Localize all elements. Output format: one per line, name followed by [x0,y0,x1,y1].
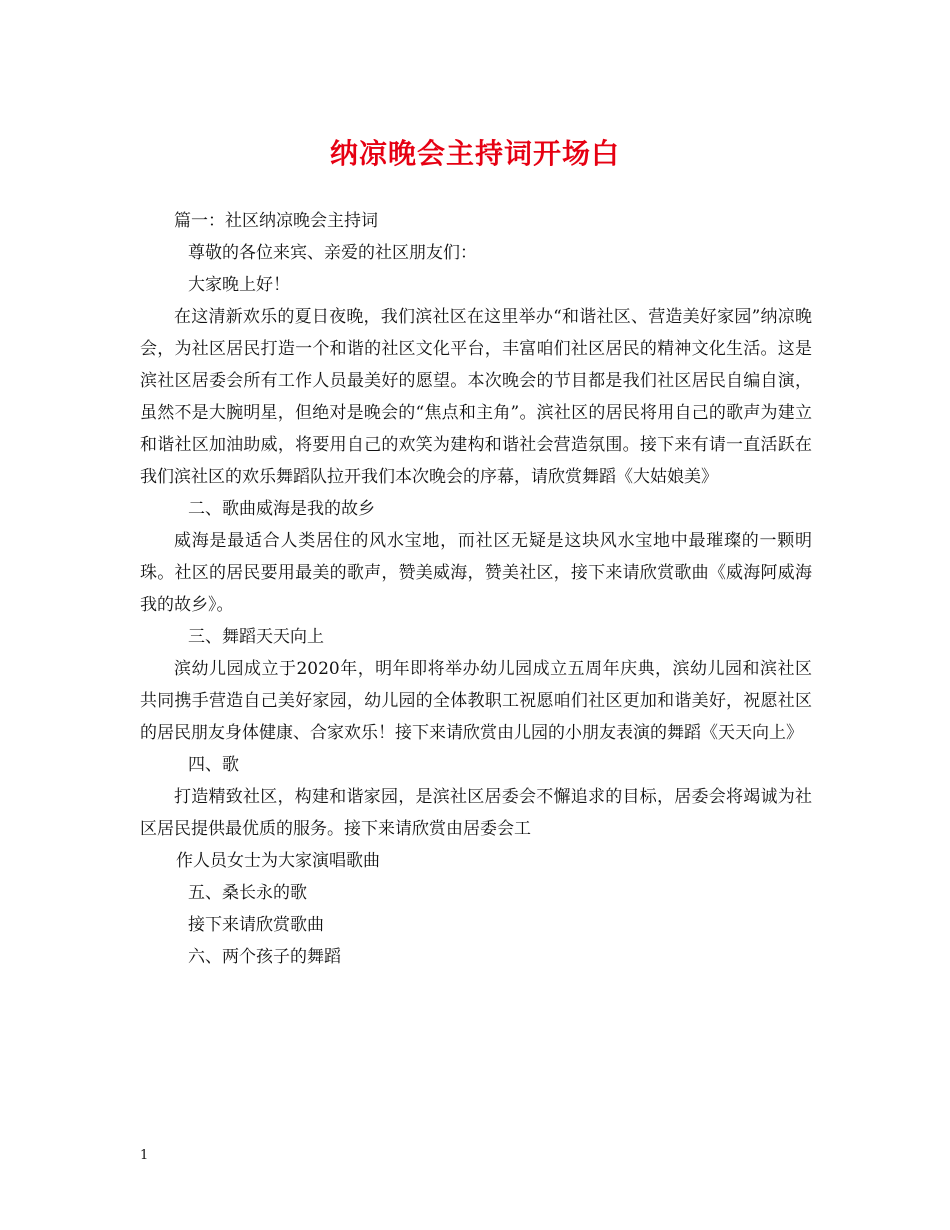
program-item-5-text: 接下来请欣赏歌曲 [188,915,324,935]
greeting-line: 尊敬的各位来宾、亲爱的社区朋友们： [188,243,477,263]
page-number: 1 [140,1148,149,1163]
program-item-5: 五、桑长永的歌 [188,883,307,903]
section-heading-1: 篇一：社区纳凉晚会主持词 [174,211,378,231]
paragraph-3: 滨幼儿园成立于2020年，明年即将举办幼儿园成立五周年庆典，滨幼儿园和滨社区共同携手营造自己美好家园，幼儿园的全体教职工祝愿咱们社区更加和谐美好，祝愿社区的居民朋友身体健康、合家欢乐！接下来请欣赏由儿园的小朋友表演的舞蹈《天天向上》 [140,659,812,743]
program-item-4: 四、歌 [188,755,239,775]
document-title: 纳凉晚会主持词开场白 [329,137,620,170]
paragraph-4-continued: 作人员女士为大家演唱歌曲 [176,851,380,871]
program-item-2: 二、歌曲威海是我的故乡 [188,499,375,519]
paragraph-4: 打造精致社区，构建和谐家园，是滨社区居委会不懈追求的目标，居委会将竭诚为社区居民提供最优质的服务。接下来请欣赏由居委会工 [140,787,812,839]
greeting-evening: 大家晚上好！ [188,275,290,295]
program-item-6: 六、两个孩子的舞蹈 [188,947,341,967]
paragraph-2: 威海是最适合人类居住的风水宝地，而社区无疑是这块风水宝地中最璀璨的一颗明珠。社区的居民要用最美的歌声，赞美威海，赞美社区，接下来请欣赏歌曲《威海阿威海我的故乡》。 [140,531,812,615]
document-body [140,205,812,973]
paragraph-1: 在这清新欢乐的夏日夜晚，我们滨社区在这里举办“和谐社区、营造美好家园”纳凉晚会，为社区居民打造一个和谐的社区文化平台，丰富咱们社区居民的精神文化生活。这是滨社区居委会所有工作人员最美好的愿望。本次晚会的节目都是我们社区居民自编自演，虽然不是大腕明星，但绝对是晚会的“焦点和主角”。滨社区的居民将用自己的歌声为建立和谐社区加油助威，将要用自己的欢笑为建构和谐社会营造氛围。接下来有请一直活跃在我们滨社区的欢乐舞蹈队拉开我们本次晚会的序幕，请欣赏舞蹈《大姑娘美》 [140,307,812,487]
program-item-3: 三、舞蹈天天向上 [188,627,324,647]
